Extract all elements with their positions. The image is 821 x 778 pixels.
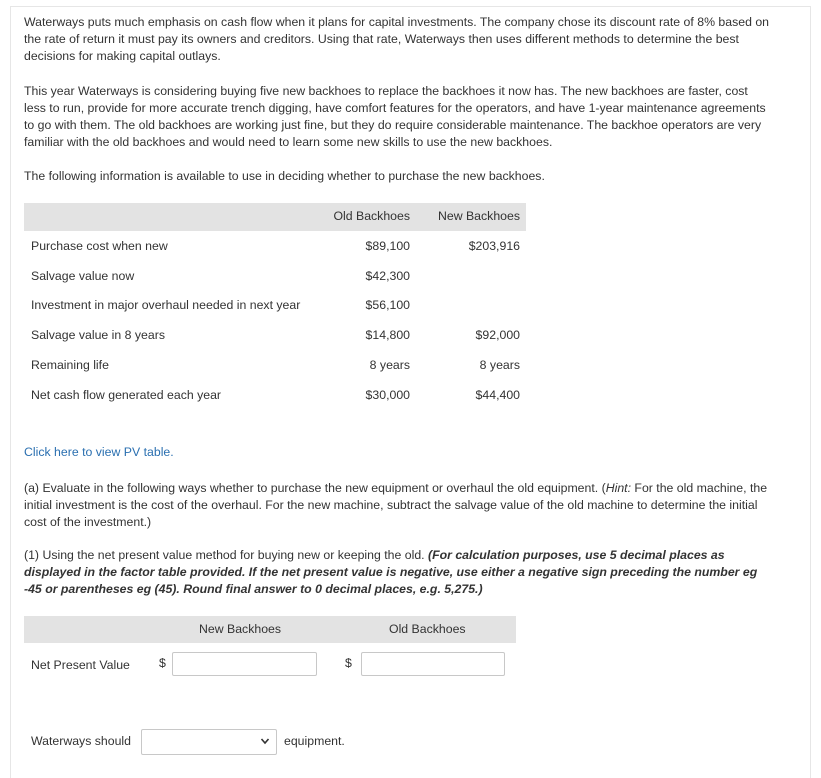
row-label: Remaining life [31, 358, 109, 372]
chevron-down-icon [260, 736, 270, 746]
table-row [24, 239, 526, 269]
decision-label: Waterways should [31, 734, 132, 748]
pv-table-link[interactable]: Click here to view PV table. [24, 445, 174, 459]
hint-label: Hint: [605, 481, 632, 495]
table-row [24, 358, 526, 388]
table-row [24, 388, 526, 418]
npv-old-backhoes-input[interactable] [361, 652, 505, 676]
new-value: $92,000 [475, 328, 520, 342]
intro-paragraph-2: This year Waterways is considering buying five new backhoes to replace the backhoes it now has. The new backhoes are faster, cost less to run, provide for more accurate trench digging, have comfort features for the operators, and have 1-year maintenance agreements to go with them. The old backhoes are working just fine, but they do require considerable maintenance. The backhoe operators are very familiar with the old backhoes and would need to learn some new skills to use the new backhoes. [24, 84, 766, 149]
row-label: Purchase cost when new [31, 239, 168, 253]
part-a-instructions [24, 480, 772, 531]
info-col-new-backhoes: New Backhoes [437, 209, 520, 223]
info-table-header [24, 203, 526, 231]
table-row [24, 328, 526, 358]
row-label: Salvage value in 8 years [31, 328, 165, 342]
part-1-lead: (1) Using the net present value method for buying new or keeping the old. [24, 548, 428, 562]
new-value: $44,400 [475, 388, 520, 402]
npv-col-new-backhoes: New Backhoes [199, 622, 282, 636]
info-col-old-backhoes: Old Backhoes [333, 209, 410, 223]
intro-paragraph-3: The following information is available to use in deciding whether to purchase the new backhoes. [24, 169, 545, 183]
row-label: Net cash flow generated each year [31, 388, 222, 402]
row-label: Salvage value now [31, 269, 135, 283]
npv-row-label: Net Present Value [31, 658, 130, 672]
table-row [24, 298, 526, 328]
intro-paragraph-1: Waterways puts much emphasis on cash flow when it plans for capital investments. The company chose its discount rate of 8% based on the rate of return it must pay its owners and creditors. Using that rate, Waterways then uses different methods to determine the best decisions for making capital outlays. [24, 15, 770, 63]
old-value: $56,100 [365, 298, 410, 312]
part-a-lead: (a) Evaluate in the following ways whether to purchase the new equipment or overhaul the old equipment. ( [24, 481, 606, 495]
currency-symbol-new: $ [159, 656, 166, 670]
row-label: Investment in major overhaul needed in next year [31, 298, 301, 312]
old-value: $42,300 [365, 269, 410, 283]
calculation-instruction: (For calculation purposes, use 5 decimal places as displayed in the factor table provided. If the net present value is negative, use either a negative sign preceding the number eg -45 or parentheses eg (45). Round final answer to 0 decimal places, e.g. 5,275.) [24, 548, 758, 596]
new-value: 8 years [479, 358, 520, 372]
part-1-instructions [24, 547, 772, 598]
decision-select[interactable] [141, 729, 277, 755]
currency-symbol-old: $ [345, 656, 352, 670]
decision-suffix: equipment. [284, 734, 345, 748]
old-value: $14,800 [365, 328, 410, 342]
npv-table-header [24, 616, 516, 643]
old-value: $30,000 [365, 388, 410, 402]
npv-new-backhoes-input[interactable] [172, 652, 317, 676]
old-value: 8 years [369, 358, 410, 372]
npv-col-old-backhoes: Old Backhoes [389, 622, 466, 636]
table-row [24, 269, 526, 299]
old-value: $89,100 [365, 239, 410, 253]
new-value: $203,916 [468, 239, 520, 253]
hint-text: For the old machine, the initial investment is the cost of the overhaul. For the new machine, subtract the salvage value of the old machine to determine the initial cost of the investment.) [24, 481, 768, 529]
